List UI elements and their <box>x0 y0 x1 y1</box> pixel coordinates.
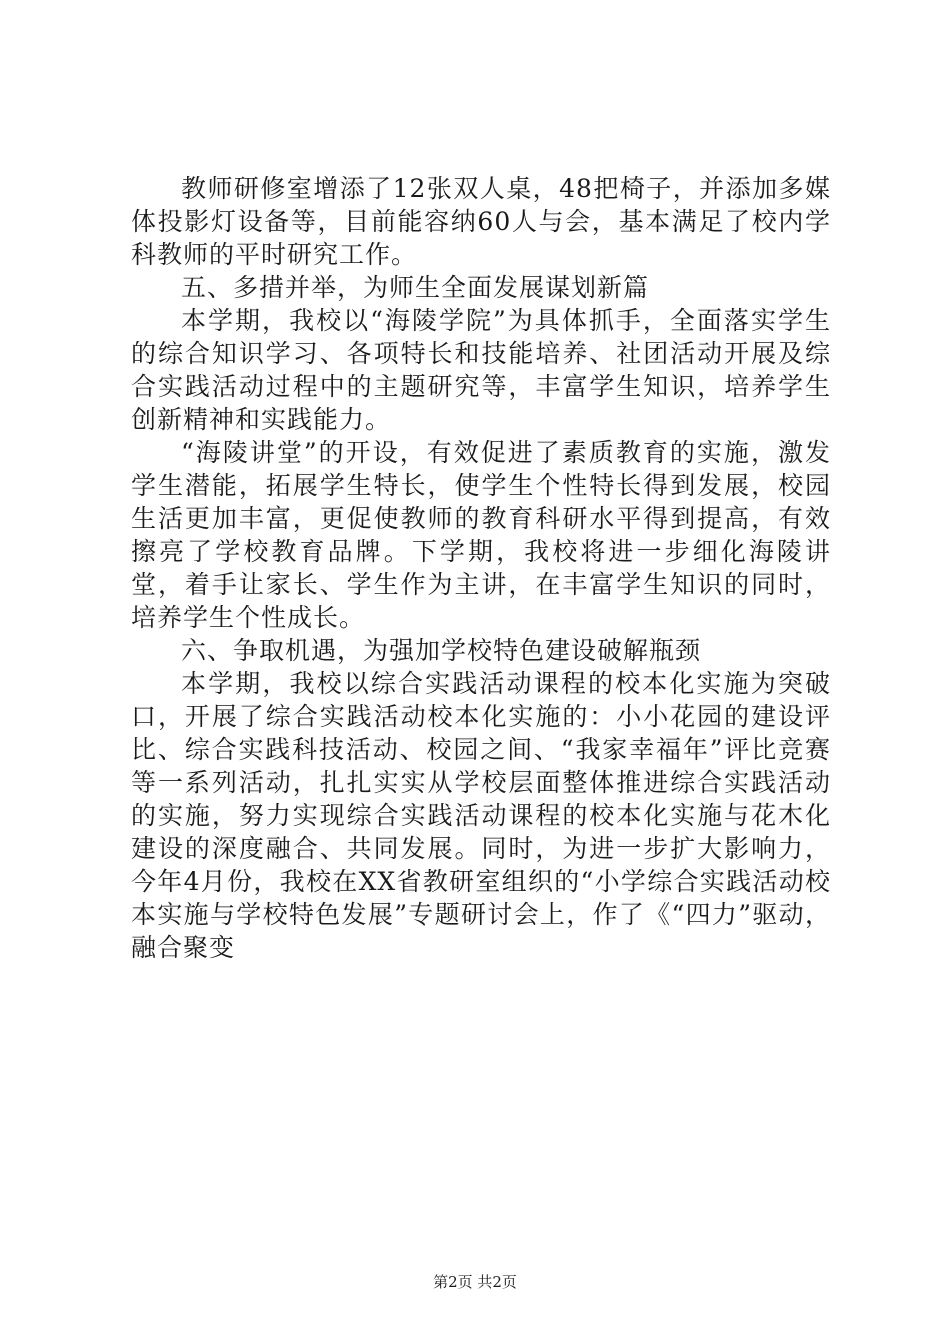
page-footer: 第2页 共2页 <box>433 1273 517 1291</box>
section-heading-six: 六、争取机遇，为强加学校特色建设破解瓶颈 <box>181 636 702 665</box>
document-body <box>131 172 831 964</box>
paragraph-hailing-lecture: “海陵讲堂”的开设，有效促进了素质教育的实施，激发学生潜能，拓展学生特长，使学生个性特长得到发展，校园生活更加丰富，更促使教师的教育科研水平得到提高，有效擦亮了学校教育品牌。下学期，我校将进一步细化海陵讲堂，着手让家长、学生作为主讲，在丰富学生知识的同时，培养学生个性成长。 <box>131 438 831 632</box>
paragraph-practice-activities: 本学期，我校以综合实践活动课程的校本化实施为突破口，开展了综合实践活动校本化实施的：小小花园的建设评比、综合实践科技活动、校园之间、“我家幸福年”评比竞赛等一系列活动，扎扎实实从学校层面整体推进综合实践活动的实施，努力实现综合实践活动课程的校本化实施与花木化建设的深度融合、共同发展。同时，为进一步扩大影响力，今年4月份，我校在XX省教研室组织的“小学综合实践活动校本实施与学校特色发展”专题研讨会上，作了《“四力”驱动，融合聚变 <box>131 669 831 962</box>
paragraph-study-room: 教师研修室增添了12张双人桌，48把椅子，并添加多媒体投影灯设备等，目前能容纳60人与会，基本满足了校内学科教师的平时研究工作。 <box>131 174 831 269</box>
section-heading-five: 五、多措并举，为师生全面发展谋划新篇 <box>181 273 650 302</box>
paragraph-hailing-academy: 本学期，我校以“海陵学院”为具体抓手，全面落实学生的综合知识学习、各项特长和技能培养、社团活动开展及综合实践活动过程中的主题研究等，丰富学生知识，培养学生创新精神和实践能力。 <box>131 306 831 434</box>
